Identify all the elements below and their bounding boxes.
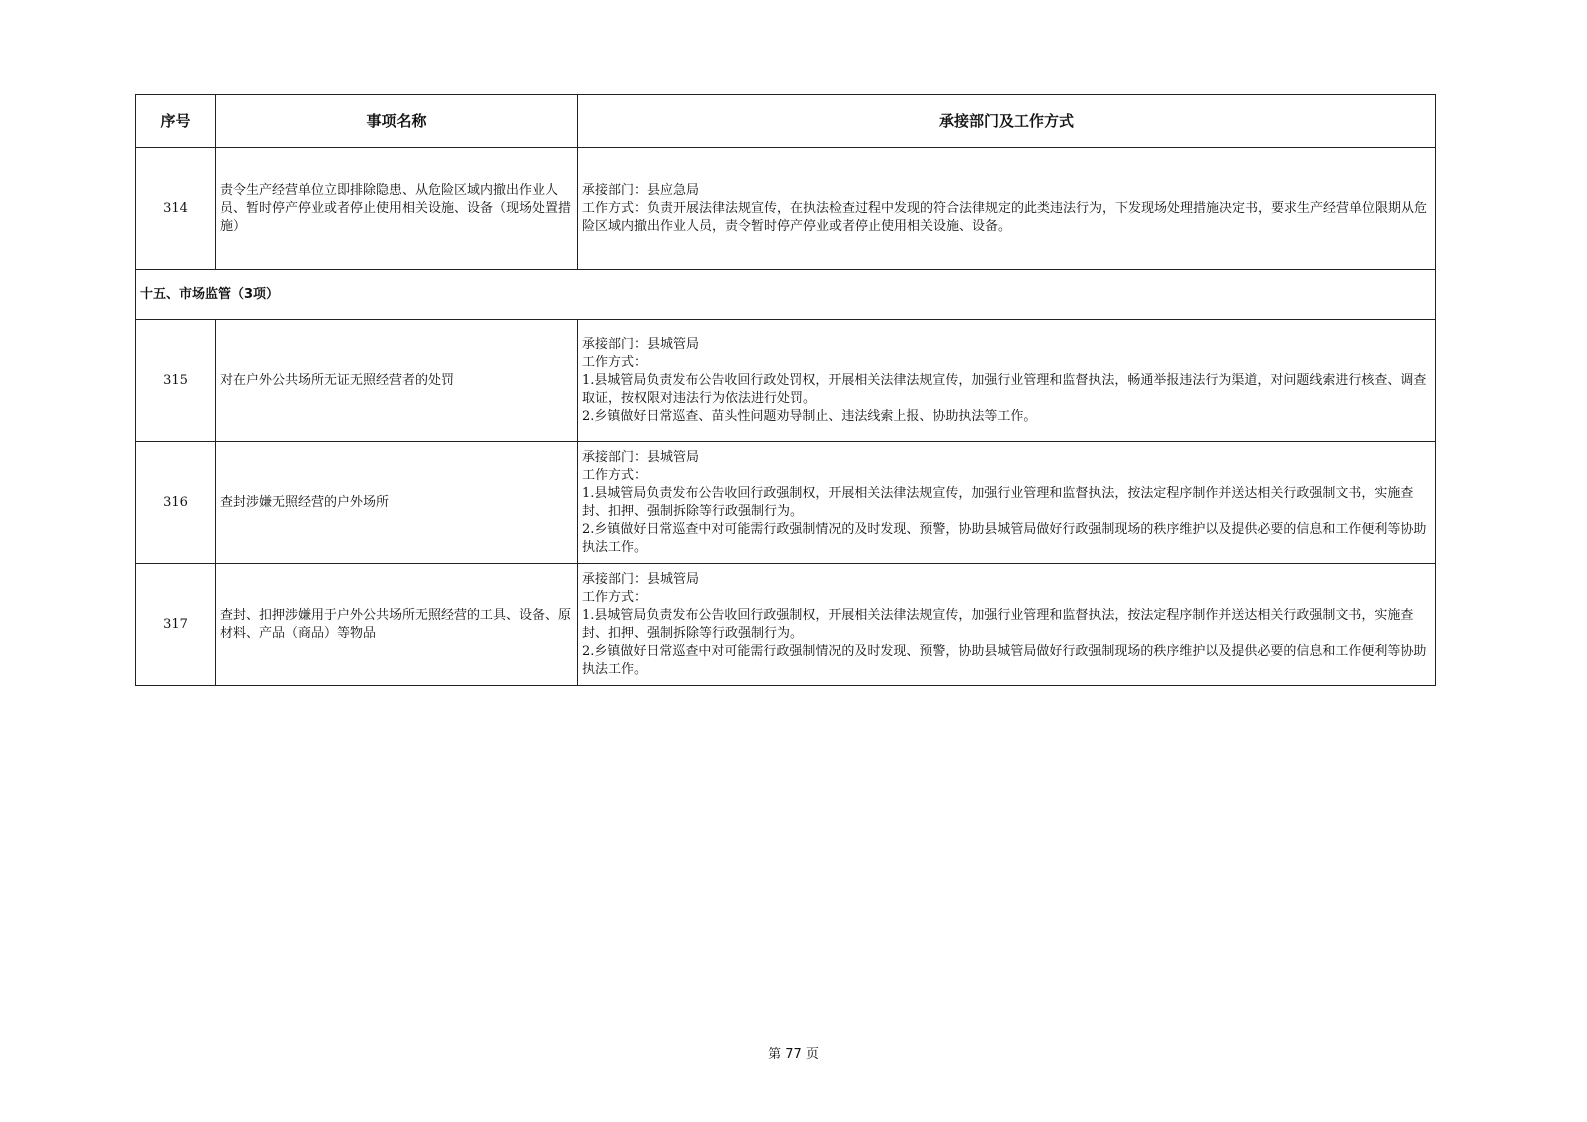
item-name: 对在户外公共场所无证无照经营者的处罚 bbox=[216, 320, 578, 442]
header-row bbox=[136, 95, 1436, 148]
item-number: 314 bbox=[136, 148, 216, 270]
method-line: 承接部门：县城管局 bbox=[582, 336, 700, 352]
section-title: 十五、市场监管（3项） bbox=[136, 270, 1436, 320]
method-line: 承接部门：县城管局 bbox=[582, 449, 700, 465]
item-name: 查封涉嫌无照经营的户外场所 bbox=[216, 442, 578, 564]
method-line: 1.县城管局负责发布公告收回行政强制权，开展相关法律法规宣传，加强行业管理和监督执法，按法定程序制作并送达相关行政强制文书，实施查封、扣押、强制拆除等行政强制行为。 bbox=[582, 607, 1414, 641]
method-line: 2.乡镇做好日常巡查中对可能需行政强制情况的及时发现、预警，协助县城管局做好行政强制现场的秩序维护以及提供必要的信息和工作便利等协助执法工作。 bbox=[582, 521, 1427, 555]
method-line: 1.县城管局负责发布公告收回行政处罚权，开展相关法律法规宣传，加强行业管理和监督执法，畅通举报违法行为渠道，对问题线索进行核查、调查取证，按权限对违法行为依法进行处罚。 bbox=[582, 372, 1427, 406]
method-line: 工作方式： bbox=[582, 354, 648, 370]
page-number: 第 77 页 bbox=[768, 1047, 819, 1062]
item-number: 315 bbox=[136, 320, 216, 442]
method-line: 承接部门：县应急局 bbox=[582, 182, 700, 198]
item-method bbox=[578, 442, 1436, 564]
method-line: 2.乡镇做好日常巡查中对可能需行政强制情况的及时发现、预警，协助县城管局做好行政强制现场的秩序维护以及提供必要的信息和工作便利等协助执法工作。 bbox=[582, 643, 1427, 677]
section-row bbox=[136, 270, 1436, 320]
items-table bbox=[135, 94, 1436, 686]
table-row bbox=[136, 320, 1436, 442]
method-line: 2.乡镇做好日常巡查、苗头性问题劝导制止、违法线索上报、协助执法等工作。 bbox=[582, 408, 1037, 424]
item-method bbox=[578, 148, 1436, 270]
item-name: 查封、扣押涉嫌用于户外公共场所无照经营的工具、设备、原材料、产品（商品）等物品 bbox=[216, 564, 578, 686]
table-row bbox=[136, 442, 1436, 564]
item-method bbox=[578, 564, 1436, 686]
header-no: 序号 bbox=[136, 95, 216, 148]
table-row bbox=[136, 564, 1436, 686]
header-method: 承接部门及工作方式 bbox=[578, 95, 1436, 148]
item-method bbox=[578, 320, 1436, 442]
method-line: 承接部门：县城管局 bbox=[582, 571, 700, 587]
method-line: 1.县城管局负责发布公告收回行政强制权，开展相关法律法规宣传，加强行业管理和监督执法，按法定程序制作并送达相关行政强制文书，实施查封、扣押、强制拆除等行政强制行为。 bbox=[582, 485, 1414, 519]
method-line: 工作方式： bbox=[582, 589, 648, 605]
method-line: 工作方式：负责开展法律法规宣传，在执法检查过程中发现的符合法律规定的此类违法行为，下发现场处理措施决定书，要求生产经营单位限期从危险区域内撤出作业人员，责令暂时停产停业或者停止使用相关设施、设备。 bbox=[582, 200, 1428, 234]
method-line: 工作方式： bbox=[582, 467, 648, 483]
item-name: 责令生产经营单位立即排除隐患、从危险区域内撤出作业人员、暂时停产停业或者停止使用相关设施、设备（现场处置措施） bbox=[216, 148, 578, 270]
item-number: 317 bbox=[136, 564, 216, 686]
item-number: 316 bbox=[136, 442, 216, 564]
header-name: 事项名称 bbox=[216, 95, 578, 148]
table-row bbox=[136, 148, 1436, 270]
